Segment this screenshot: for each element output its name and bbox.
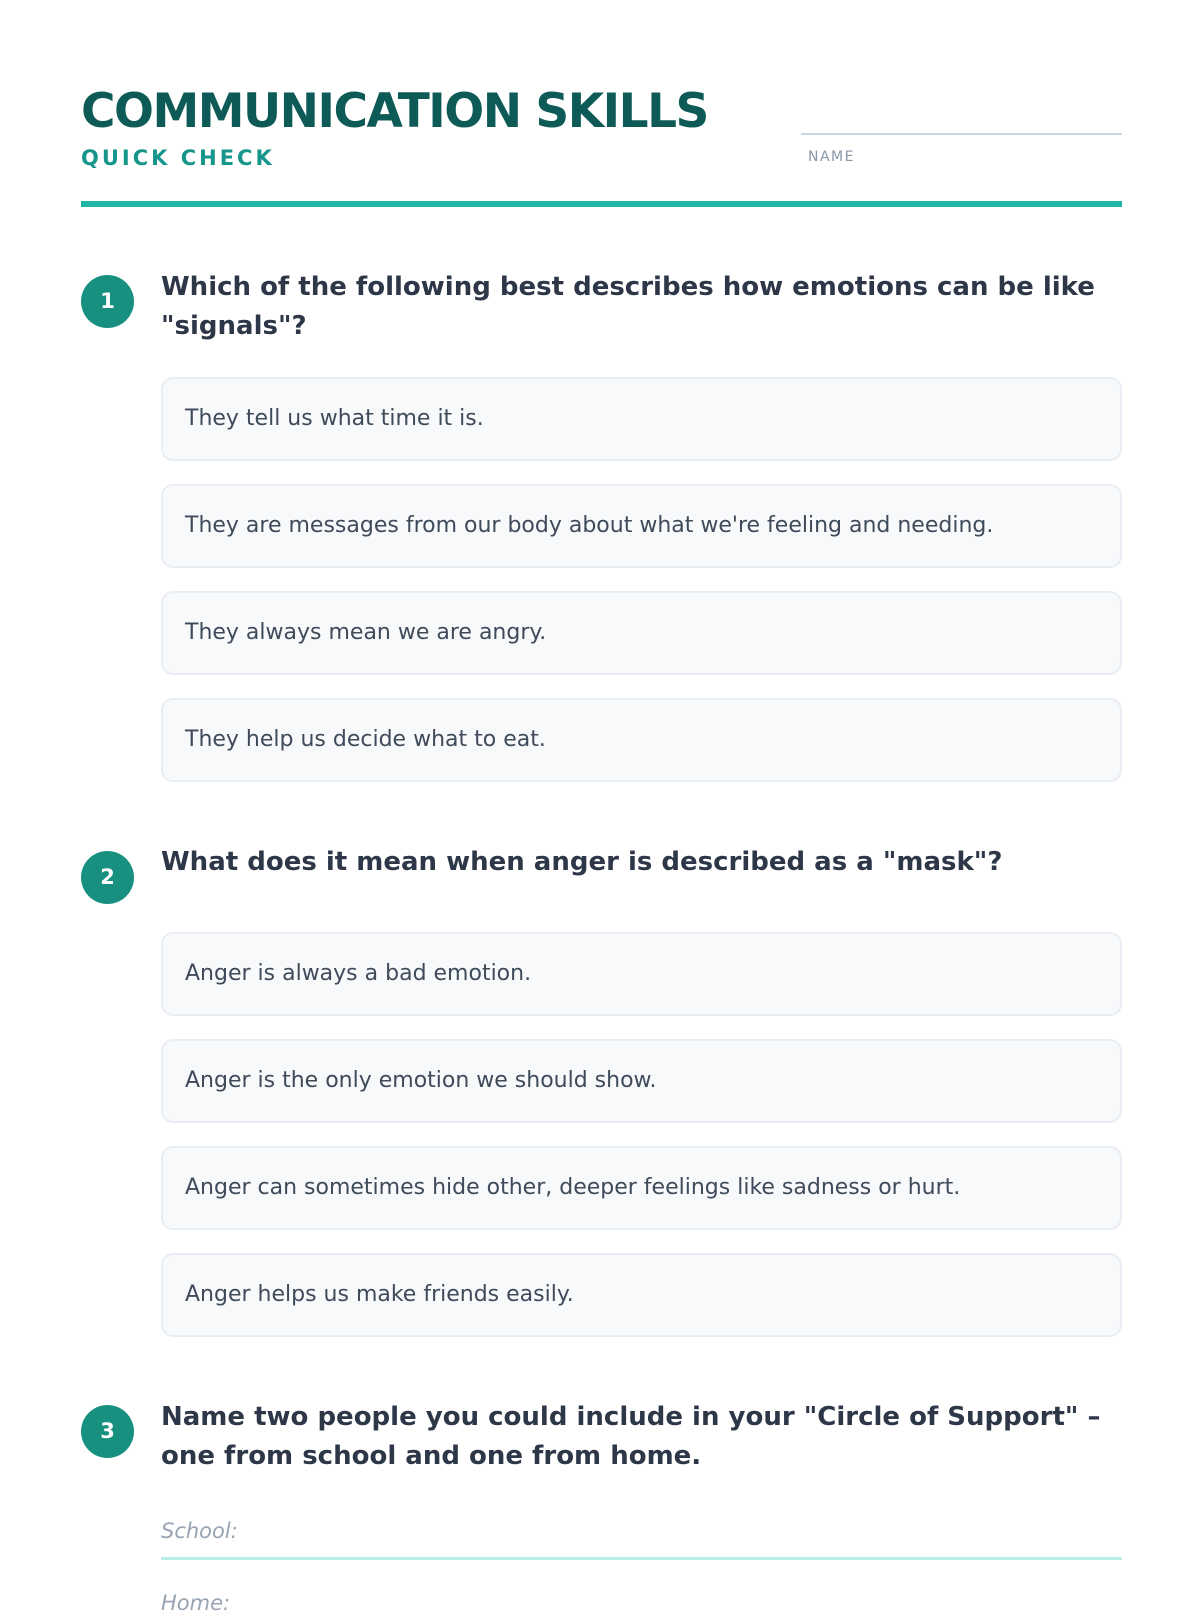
page-subtitle: QUICK CHECK (81, 146, 275, 170)
question-text: What does it mean when anger is described as a "mask"? (161, 847, 1003, 877)
header-divider (81, 201, 1122, 207)
school-answer-field[interactable] (161, 1557, 1122, 1560)
answer-option-1d[interactable]: They help us decide what to eat. (161, 698, 1122, 782)
question-number-badge: 3 (81, 1405, 134, 1458)
name-field[interactable] (801, 133, 1122, 135)
answer-option-2b[interactable]: Anger is the only emotion we should show. (161, 1039, 1122, 1123)
question-text: Name two people you could include in your "Circle of Support" – one from school and one from home. (161, 1402, 1101, 1471)
answer-option-2a[interactable]: Anger is always a bad emotion. (161, 932, 1122, 1016)
answer-option-2c[interactable]: Anger can sometimes hide other, deeper feelings like sadness or hurt. (161, 1146, 1122, 1230)
answer-option-1c[interactable]: They always mean we are angry. (161, 591, 1122, 675)
question-2 (81, 846, 1122, 1346)
question-number-badge: 2 (81, 851, 134, 904)
question-3 (81, 1402, 1122, 1615)
school-answer-label: School: (161, 1519, 238, 1543)
page-title: COMMUNICATION SKILLS (81, 84, 708, 139)
question-number-badge: 1 (81, 275, 134, 328)
answer-option-1b[interactable]: They are messages from our body about what we're feeling and needing. (161, 484, 1122, 568)
question-text: Which of the following best describes how emotions can be like "signals"? (161, 272, 1095, 341)
home-answer-label: Home: (161, 1591, 231, 1615)
name-label: NAME (808, 149, 855, 165)
answer-option-2d[interactable]: Anger helps us make friends easily. (161, 1253, 1122, 1337)
worksheet-header (81, 80, 1122, 207)
question-1 (81, 270, 1122, 790)
answer-option-1a[interactable]: They tell us what time it is. (161, 377, 1122, 461)
